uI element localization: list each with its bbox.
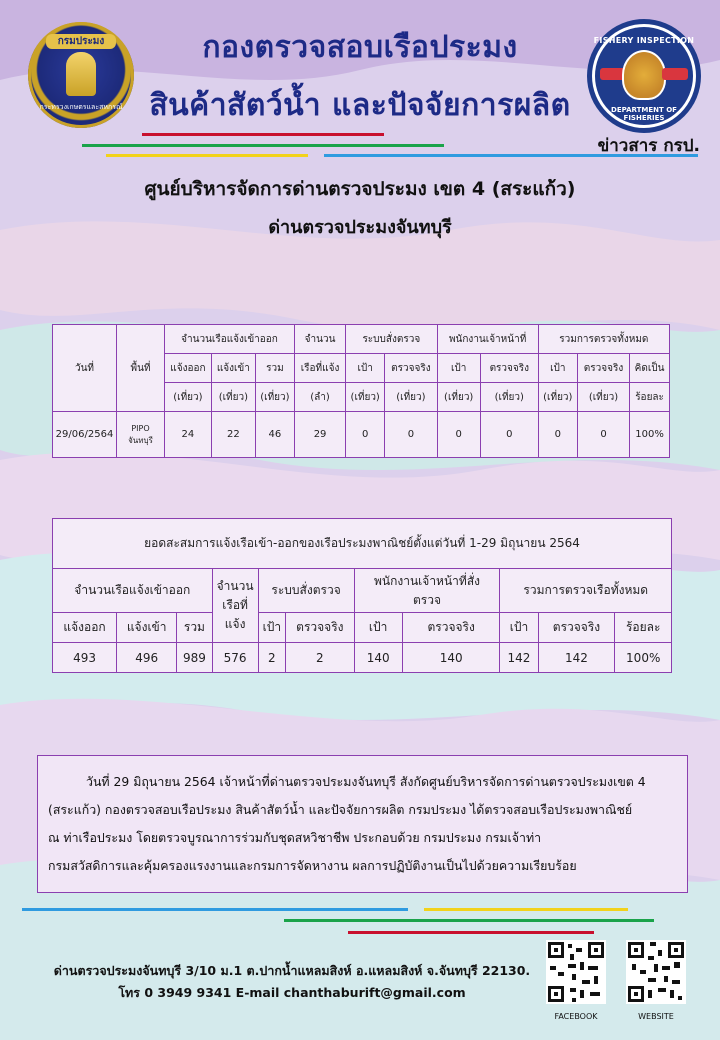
cell-area-line1: PIPO (131, 423, 150, 433)
badge-wing-right-icon (662, 68, 688, 80)
news-tag: ข่าวสาร กรป. (597, 136, 700, 156)
badge-bottom-text: DEPARTMENT OF FISHERIES (611, 106, 677, 122)
t2-sub-off-actual: ตรวจจริง (402, 613, 500, 643)
t2-cell-in: 496 (117, 643, 177, 673)
cell-tot-actual: 0 (577, 412, 629, 458)
department-of-fisheries-seal (28, 22, 134, 128)
table2-caption: ยอดสะสมการแจ้งเรือเข้า-ออกของเรือประมงพาณิชย์ตั้งแต่วันที่ 1-29 มิถุนายน 2564 (53, 519, 672, 569)
checkpoint-title: ด่านตรวจประมงจันทบุรี (268, 217, 452, 238)
t2-sub-percent: ร้อยละ (615, 613, 672, 643)
sub-out: แจ้งออก (165, 354, 212, 383)
fishery-inspection-badge (592, 24, 696, 128)
t2-cell-sys-actual: 2 (286, 643, 354, 673)
header-date: วันที่ (53, 325, 117, 412)
website-label: WEBSITE (638, 1012, 674, 1021)
divider-red-bottom (348, 931, 594, 934)
unit-trip: (เที่ยว) (211, 383, 255, 412)
cell-date: 29/06/2564 (53, 412, 117, 458)
unit-trip: (เที่ยว) (165, 383, 212, 412)
unit-trip: (เที่ยว) (538, 383, 577, 412)
header-officer-group: พนักงานเจ้าหน้าที่ (437, 325, 538, 354)
cell-sum: 46 (255, 412, 294, 458)
t2-cell-off-actual: 140 (402, 643, 500, 673)
sub-in: แจ้งเข้า (211, 354, 255, 383)
t2-sub-tot-actual: ตรวจจริง (538, 613, 615, 643)
page-title-line2: สินค้าสัตว์น้ำ และปัจจัยการผลิต (149, 88, 571, 123)
unit-trip: (เที่ยว) (385, 383, 437, 412)
header-notify-group: จำนวนเรือแจ้งเข้าออก (165, 325, 295, 354)
t2-cell-percent: 100% (615, 643, 672, 673)
cell-percent: 100% (630, 412, 670, 458)
unit-ship: (ลำ) (295, 383, 346, 412)
sub-tot-actual: ตรวจจริง (577, 354, 629, 383)
daily-inspection-table (52, 324, 670, 458)
cell-tot-target: 0 (538, 412, 577, 458)
seal-bottom-text: กระทรวงเกษตรและสหกรณ์ (39, 103, 123, 111)
sub-ships-notify: เรือที่แจ้ง (295, 354, 346, 383)
sub-off-actual: ตรวจจริง (480, 354, 538, 383)
header-total-group: รวมการตรวจทั้งหมด (538, 325, 669, 354)
t2-cell-off-target: 140 (354, 643, 402, 673)
divider-yellow (106, 154, 308, 157)
sub-sys-target: เป้า (346, 354, 385, 383)
t2-header-officer-line2: ตรวจ (413, 592, 442, 607)
summary-line4: กรมสวัสดิการและคุ้มครองแรงงานและกรมการจัดหางาน ผลการปฏิบัติงานเป็นไปด้วยความเรียบร้อย (48, 858, 577, 873)
cell-off-target: 0 (437, 412, 480, 458)
cell-area-line2: จันทบุรี (128, 435, 153, 445)
seal-emblem-icon (66, 52, 96, 96)
t2-cell-sys-target: 2 (258, 643, 286, 673)
unit-percent: ร้อยละ (630, 383, 670, 412)
t2-sub-sum: รวม (177, 613, 212, 643)
t2-header-total-group: รวมการตรวจเรือทั้งหมด (500, 569, 672, 613)
cell-sys-target: 0 (346, 412, 385, 458)
facebook-qr-code-icon[interactable] (546, 940, 606, 1004)
footer-contact (42, 960, 542, 1004)
badge-top-text: FISHERY INSPECTION (593, 36, 695, 45)
sub-tot-target: เป้า (538, 354, 577, 383)
unit-trip: (เที่ยว) (255, 383, 294, 412)
t2-cell-tot-target: 142 (500, 643, 538, 673)
cumulative-inspection-table (52, 518, 672, 673)
sub-sum: รวม (255, 354, 294, 383)
facebook-label: FACEBOOK (554, 1012, 598, 1021)
footer-phone-email: โทร 0 3949 9341 E-mail chanthaburift@gmail.com (118, 985, 466, 1000)
t2-cell-out: 493 (53, 643, 117, 673)
t2-header-count-line2: เรือที่แจ้ง (222, 598, 248, 631)
summary-line3: ณ ท่าเรือประมง โดยตรวจบูรณาการร่วมกับชุดสหวิชาชีพ ประกอบด้วย กรมประมง กรมเจ้าท่า (48, 830, 542, 845)
sub-off-target: เป้า (437, 354, 480, 383)
t2-cell-ships: 576 (212, 643, 258, 673)
t2-sub-out: แจ้งออก (53, 613, 117, 643)
page-title-line1: กองตรวจสอบเรือประมง (202, 30, 518, 65)
summary-line1-text: วันที่ 29 มิถุนายน 2564 เจ้าหน้าที่ด่านตรวจประมงจันทบุรี สังกัดศูนย์บริหารจัดการด่านตรวจประมงเขต 4 (86, 774, 646, 789)
t2-sub-sys-target: เป้า (258, 613, 286, 643)
cell-sys-actual: 0 (385, 412, 437, 458)
t2-header-officer-group (354, 569, 500, 613)
summary-line2: (สระแก้ว) กองตรวจสอบเรือประมง สินค้าสัตว์น้ำ และปัจจัยการผลิต กรมประมง ได้ตรวจสอบเรือประมงพาณิชย์ (48, 802, 633, 817)
divider-green-bottom (284, 919, 654, 922)
cell-in: 22 (211, 412, 255, 458)
divider-green (82, 144, 444, 147)
t2-sub-off-target: เป้า (354, 613, 402, 643)
t2-cell-sum: 989 (177, 643, 212, 673)
footer-address: ด่านตรวจประมงจันทบุรี 3/10 ม.1 ต.ปากน้ำแหลมสิงห์ อ.แหลมสิงห์ จ.จันทบุรี 22130. (53, 963, 531, 978)
facebook-qr[interactable] (546, 940, 606, 1021)
seal-top-text: กรมประมง (46, 34, 116, 49)
t2-header-count (212, 569, 258, 643)
header-count: จำนวน (295, 325, 346, 354)
cell-area (117, 412, 165, 458)
cell-out: 24 (165, 412, 212, 458)
badge-core-icon (622, 50, 666, 100)
center-title: ศูนย์บริหารจัดการด่านตรวจประมง เขต 4 (สระแก้ว) (144, 178, 576, 200)
unit-trip: (เที่ยว) (437, 383, 480, 412)
t2-sub-tot-target: เป้า (500, 613, 538, 643)
t2-sub-sys-actual: ตรวจจริง (286, 613, 354, 643)
unit-trip: (เที่ยว) (577, 383, 629, 412)
divider-red (142, 133, 384, 136)
unit-trip: (เที่ยว) (480, 383, 538, 412)
header-system-group: ระบบสั่งตรวจ (346, 325, 437, 354)
summary-line1 (48, 768, 677, 796)
divider-yellow-bottom (424, 908, 628, 911)
t2-header-notify-group: จำนวนเรือแจ้งเข้าออก (53, 569, 213, 613)
website-qr[interactable] (626, 940, 686, 1021)
t2-header-system-group: ระบบสั่งตรวจ (258, 569, 354, 613)
t2-header-officer-line1: พนักงานเจ้าหน้าที่สั่ง (374, 573, 480, 588)
sub-percent-label: คิดเป็น (630, 354, 670, 383)
header-area: พื้นที่ (117, 325, 165, 412)
sub-sys-actual: ตรวจจริง (385, 354, 437, 383)
t2-cell-tot-actual: 142 (538, 643, 615, 673)
cell-off-actual: 0 (480, 412, 538, 458)
cell-ships: 29 (295, 412, 346, 458)
t2-header-count-line1: จำนวน (216, 579, 254, 593)
unit-trip: (เที่ยว) (346, 383, 385, 412)
website-qr-code-icon[interactable] (626, 940, 686, 1004)
t2-sub-in: แจ้งเข้า (117, 613, 177, 643)
divider-blue-bottom (22, 908, 408, 911)
summary-paragraph (37, 755, 688, 893)
